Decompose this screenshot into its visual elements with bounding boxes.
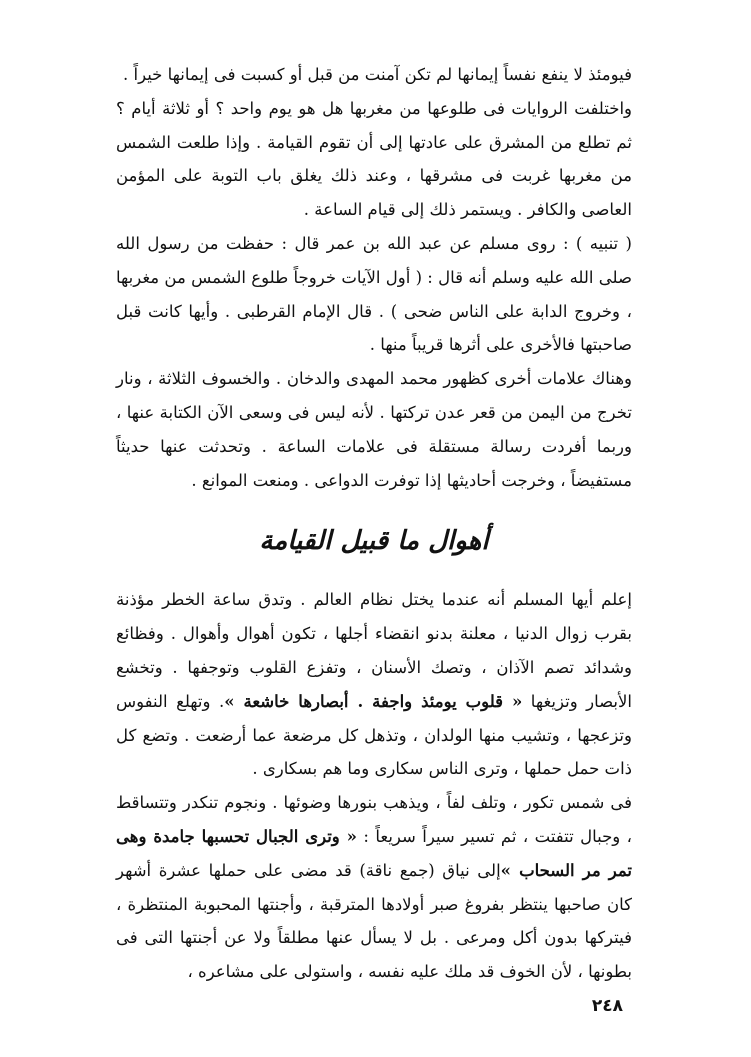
- page-number: ٢٤٨: [591, 996, 623, 1016]
- section-heading: أهوال ما قبيل القيامة: [259, 526, 489, 557]
- page-body: [116, 58, 632, 989]
- paragraph-shams: [116, 786, 632, 989]
- quran-quote-qulub: « قلوب يومئذ واجفة . أبصارها خاشعة »: [224, 691, 523, 711]
- paragraph-riwayat: واختلفت الروايات فى طلوعها من مغربها هل هو يوم واحد ؟ أو ثلاثة أيام ؟ ثم تطلع من المشرق على عادتها إلى أن تقوم القيامة . وإذا طلعت الشمس من مغربها غربت فى مشرقها ، وعند ذلك يغلق باب التوبة على المؤمن العاصى والكافر . ويستمر ذلك إلى قيام الساعة .: [116, 98, 632, 220]
- paragraph-alamat: وهناك علامات أخرى كظهور محمد المهدى والدخان . والخسوف الثلاثة ، ونار تخرج من اليمن من قعر عدن تركتها . لأنه ليس فى وسعى الآن الكتابة عنها ، وربما أفردت رسالة مستقلة فى علامات الساعة . وتحدثت عنها حديثاً مستفيضاً ، وخرجت أحاديثها إذا توفرت الدواعى . ومنعت الموانع .: [116, 369, 632, 490]
- paragraph-imanuha: فيومئذ لا ينفع نفساً إيمانها لم تكن آمنت من قبل أو كسبت فى إيمانها خيراً .: [123, 65, 632, 84]
- quran-quote-jibal: « وترى الجبال تحسبها جامدة وهى تمر مر السحاب »: [116, 826, 632, 880]
- paragraph-iilam-text-1: إعلم أيها المسلم أنه عندما يختل نظام العالم . وتدق ساعة الخطر مؤذنة بقرب زوال الدنيا ، معلنة بدنو انقضاء أجلها ، تكون أهوال وأهوال . وفظائع وشدائد تصم الآذان ، وتصك الأسنان ، وتفزع القلوب وتوجفها . وتخشع الأبصار وتزيغها: [116, 590, 633, 711]
- paragraph-iilam-text-2: . وتهلع النفوس وتزعجها ، وتشيب منها الولدان ، وتذهل كل مرضعة عما أرضعت . وتضع كل ذات حمل حملها ، وترى الناس سكارى وما هم بسكارى .: [116, 691, 632, 779]
- paragraph-shams-text-2: إلى نياق (جمع ناقة) قد مضى على حملها عشرة أشهر كان صاحبها ينتظر بفروغ صبر أولادها المترقبة ، وأجنتها المحبوبة المنتظرة ، فيتركها بدون أكل ومرعى . بل لا يسأل عنها مطلقاً ولا عن أجنتها التى فى بطونها ، لأن الخوف قد ملك عليه نفسه ، واستولى على مشاعره ،: [116, 860, 632, 982]
- paragraph-shams-text-1: فى شمس تكور ، وتلف لفاً ، ويذهب بنورها وضوئها . ونجوم تنكدر وتتساقط ، وجبال تتفتت ، ثم تسير سيراً سريعاً :: [116, 793, 632, 846]
- paragraph-tanbih: ( تنبيه ) : روى مسلم عن عبد الله بن عمر قال : حفظت من رسول الله صلى الله عليه وسلم أنه قال : ( أول الآيات خروجاً طلوع الشمس من مغربها ، وخروج الدابة على الناس ضحى ) . قال الإمام القرطبى . وأيها كانت قبل صاحبتها فالأخرى على أثرها قريباً منها .: [116, 233, 632, 355]
- paragraph-iilam: [116, 583, 632, 786]
